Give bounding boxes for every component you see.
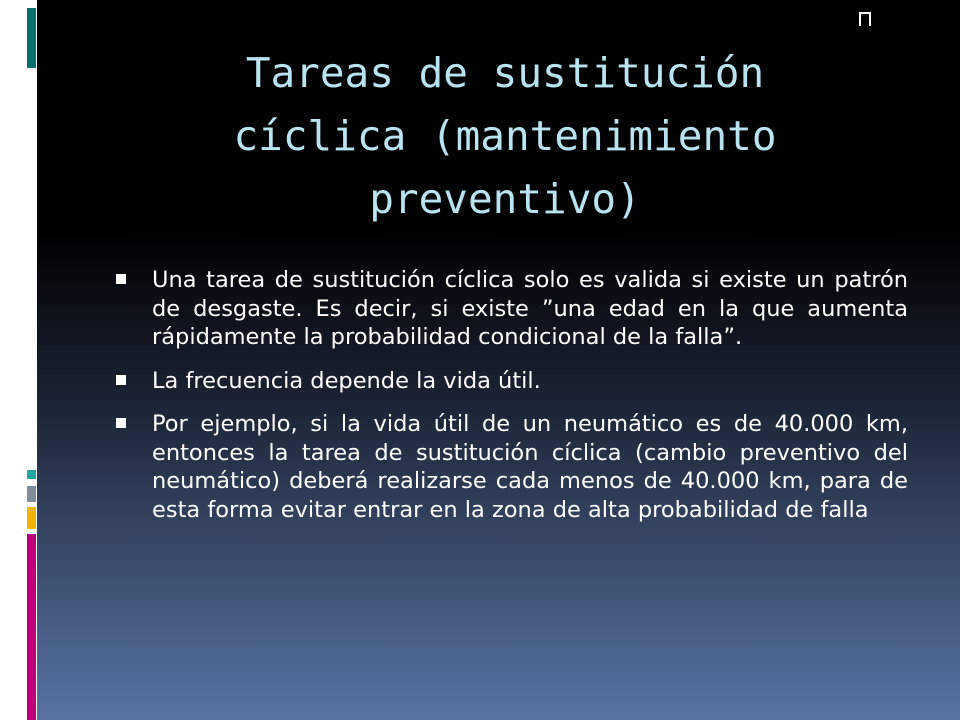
bullet-text: La frecuencia depende la vida útil.: [152, 367, 541, 394]
deco-title-icon: [859, 4, 871, 90]
bullet-item: [112, 367, 908, 396]
deco-square-small-gray: [27, 470, 36, 479]
deco-square-teal: [27, 8, 36, 68]
bullet-list: [112, 266, 908, 539]
bullet-item: [112, 266, 908, 352]
bullet-square-icon: [116, 274, 126, 284]
bullet-square-icon: [116, 418, 126, 428]
bullet-text: Por ejemplo, si la vida útil de un neumático es de 40.000 km, entonces la tarea de sustitución cíclica (cambio preventivo del neumático) deberá realizarse cada menos de 40.000 km, para de esta forma evitar entrar en la zona de alta probabilidad de falla: [152, 411, 908, 523]
bullet-item: [112, 410, 908, 524]
deco-square-magenta: [27, 534, 36, 720]
bullet-square-icon: [116, 375, 126, 385]
slide-title: Tareas de sustitución cíclica (mantenimiento preventivo): [233, 49, 777, 223]
deco-square-yellow: [27, 507, 36, 529]
deco-square-gray: [27, 486, 36, 502]
bullet-text: Una tarea de sustitución cíclica solo es valida si existe un patrón de desgaste. Es decir, si existe ”una edad en la que aumenta rápidamente la probabilidad condicional de la falla”.: [152, 267, 908, 350]
